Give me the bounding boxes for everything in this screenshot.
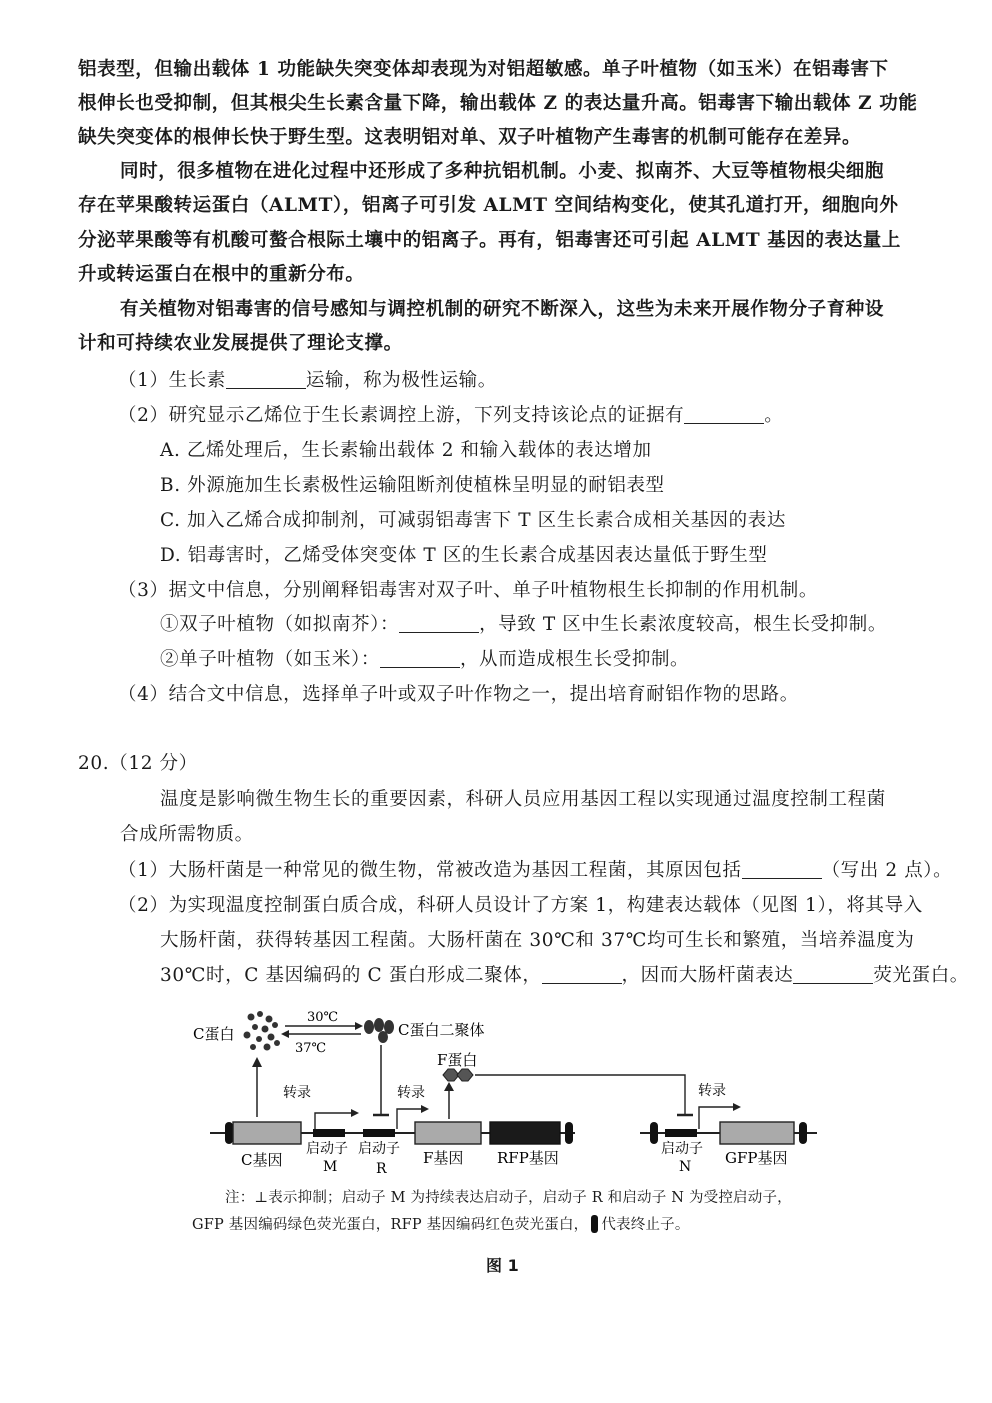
terminator-icon (591, 1215, 598, 1233)
promoter-n-box (665, 1129, 697, 1137)
transcription-label: 转录 (397, 1085, 425, 1101)
transcription-label: 转录 (698, 1083, 726, 1099)
f-protein-icon (443, 1069, 473, 1081)
answer-blank[interactable] (742, 860, 822, 879)
text-line: 温度是影响微生物生长的重要因素，科研人员应用基因工程以实现通过温度控制工程菌 (160, 789, 886, 810)
text-line: 有关植物对铝毒害的信号感知与调控机制的研究不断深入，这些为未来开展作物分子育种设 (120, 299, 885, 320)
promoter-m-label: 启动子 (306, 1141, 348, 1157)
c-dimer-label: C蛋白二聚体 (398, 1021, 485, 1039)
text-line: 同时，很多植物在进化过程中还形成了多种抗铝机制。小麦、拟南芥、大豆等植物根尖细胞 (120, 161, 885, 182)
question-text: ，因而大肠杆菌表达 (621, 965, 794, 986)
option-a: A. 乙烯处理后，生长素输出载体 2 和输入载体的表达增加 (160, 440, 652, 461)
c-gene-box (233, 1122, 301, 1144)
promoter-r-label: 启动子 (358, 1141, 400, 1157)
answer-blank[interactable] (793, 965, 873, 984)
terminator-icon (225, 1122, 233, 1144)
question-header: 20.（12 分） (78, 753, 198, 774)
figure-note: 注：⊥表示抑制；启动子 M 为持续表达启动子，启动子 R 和启动子 N 为受控启动子， (225, 1190, 792, 1206)
option-c: C. 加入乙烯合成抑制剂，可减弱铝毒害下 T 区生长素合成相关基因的表达 (160, 510, 786, 531)
rfp-gene-box (490, 1122, 560, 1144)
promoter-n-label: 启动子 (661, 1141, 703, 1157)
question-text: 。 (764, 405, 784, 426)
text-line: 计和可持续农业发展提供了理论支撑。 (78, 333, 403, 354)
question-text: （1）大肠杆菌是一种常见的微生物，常被改造为基因工程菌，其原因包括 (118, 860, 742, 881)
option-b: B. 外源施加生长素极性运输阻断剂使植株呈明显的耐铝表型 (160, 475, 665, 496)
answer-blank[interactable] (226, 370, 306, 389)
promoter-r-letter: R (376, 1161, 387, 1177)
temp-30-label: 30℃ (307, 1010, 339, 1025)
text-line: 合成所需物质。 (120, 824, 254, 845)
text-line: 大肠杆菌，获得转基因工程菌。大肠杆菌在 30℃和 37℃均可生长和繁殖，当培养温度为 (160, 930, 915, 951)
question-20-2: （2）为实现温度控制蛋白质合成，科研人员设计了方案 1，构建表达载体（见图 1），将其导入 (118, 895, 923, 916)
question-text: 30℃时，C 基因编码的 C 蛋白形成二聚体， (160, 965, 542, 986)
c-gene-label: C基因 (241, 1151, 283, 1169)
gfp-gene-label: GFP基因 (725, 1149, 788, 1167)
promoter-m-letter: M (323, 1159, 338, 1175)
question-3a (160, 613, 887, 637)
text-line: 铝表型，但输出载体 1 功能缺失突变体却表现为对铝超敏感。单子叶植物（如玉米）在铝毒害下 (78, 59, 889, 80)
option-d: D. 铝毒害时，乙烯受体突变体 T 区的生长素合成基因表达量低于野生型 (160, 545, 768, 566)
question-text: （写出 2 点）。 (821, 860, 953, 881)
text-line: 根伸长也受抑制，但其根尖生长素含量下降，输出载体 Z 的表达量升高。铝毒害下输出载体 Z 功能 (78, 93, 918, 114)
answer-blank[interactable] (684, 405, 764, 424)
question-text: ②单子叶植物（如玉米）： (160, 649, 380, 670)
terminator-icon (565, 1122, 573, 1144)
question-1 (118, 369, 497, 393)
terminator-icon (650, 1122, 658, 1144)
text-line: 缺失突变体的根伸长快于野生型。这表明铝对单、双子叶植物产生毒害的机制可能存在差异。 (78, 127, 862, 148)
text-line (160, 964, 969, 988)
f-gene-box (415, 1122, 481, 1144)
c-protein-monomers-icon (244, 1011, 281, 1051)
expression-vector-diagram (185, 1005, 845, 1180)
question-text: ，导致 T 区中生长素浓度较高，根生长受抑制。 (479, 614, 887, 635)
answer-blank[interactable] (399, 614, 479, 633)
answer-blank[interactable] (542, 965, 622, 984)
question-20-1 (118, 859, 952, 883)
terminator-icon (799, 1122, 807, 1144)
f-protein-label: F蛋白 (437, 1051, 478, 1069)
transcription-label: 转录 (283, 1085, 311, 1101)
text-line: 分泌苹果酸等有机酸可螯合根际土壤中的铝离子。再有，铝毒害还可引起 ALMT 基因的表达量上 (78, 230, 901, 251)
question-3: （3）据文中信息，分别阐释铝毒害对双子叶、单子叶植物根生长抑制的作用机制。 (118, 580, 818, 601)
question-4: （4）结合文中信息，选择单子叶或双子叶作物之一，提出培育耐铝作物的思路。 (118, 684, 799, 705)
transcription-arrow (315, 1113, 353, 1129)
question-text: （2）研究显示乙烯位于生长素调控上游，下列支持该论点的证据有 (118, 405, 685, 426)
c-protein-dimer-icon (364, 1018, 394, 1043)
figure-note (192, 1215, 690, 1235)
f-gene-label: F基因 (423, 1149, 464, 1167)
question-2 (118, 404, 783, 428)
question-text: ①双子叶植物（如拟南芥）： (160, 614, 400, 635)
inhibition-line (475, 1075, 685, 1115)
question-text: 运输，称为极性运输。 (305, 370, 497, 391)
text-line: 升或转运蛋白在根中的重新分布。 (78, 264, 365, 285)
question-text: （1）生长素 (118, 370, 226, 391)
rfp-gene-label: RFP基因 (497, 1149, 559, 1167)
question-3b (160, 648, 689, 672)
temp-37-label: 37℃ (295, 1041, 327, 1056)
figure-caption: 图 1 (486, 1256, 519, 1275)
c-protein-label: C蛋白 (193, 1025, 235, 1043)
question-text: 荧光蛋白。 (873, 965, 969, 986)
answer-blank[interactable] (380, 649, 460, 668)
figure-note-text: GFP 基因编码绿色荧光蛋白，RFP 基因编码红色荧光蛋白， (192, 1217, 589, 1233)
promoter-r-box (363, 1129, 395, 1137)
text-line: 存在苹果酸转运蛋白（ALMT），铝离子可引发 ALMT 空间结构变化，使其孔道打开，细胞向外 (78, 195, 899, 216)
question-text: ，从而造成根生长受抑制。 (459, 649, 690, 670)
promoter-m-box (313, 1129, 345, 1137)
promoter-n-letter: N (679, 1159, 692, 1175)
figure-note-text: 代表终止子。 (601, 1217, 690, 1233)
gfp-gene-box (720, 1122, 794, 1144)
